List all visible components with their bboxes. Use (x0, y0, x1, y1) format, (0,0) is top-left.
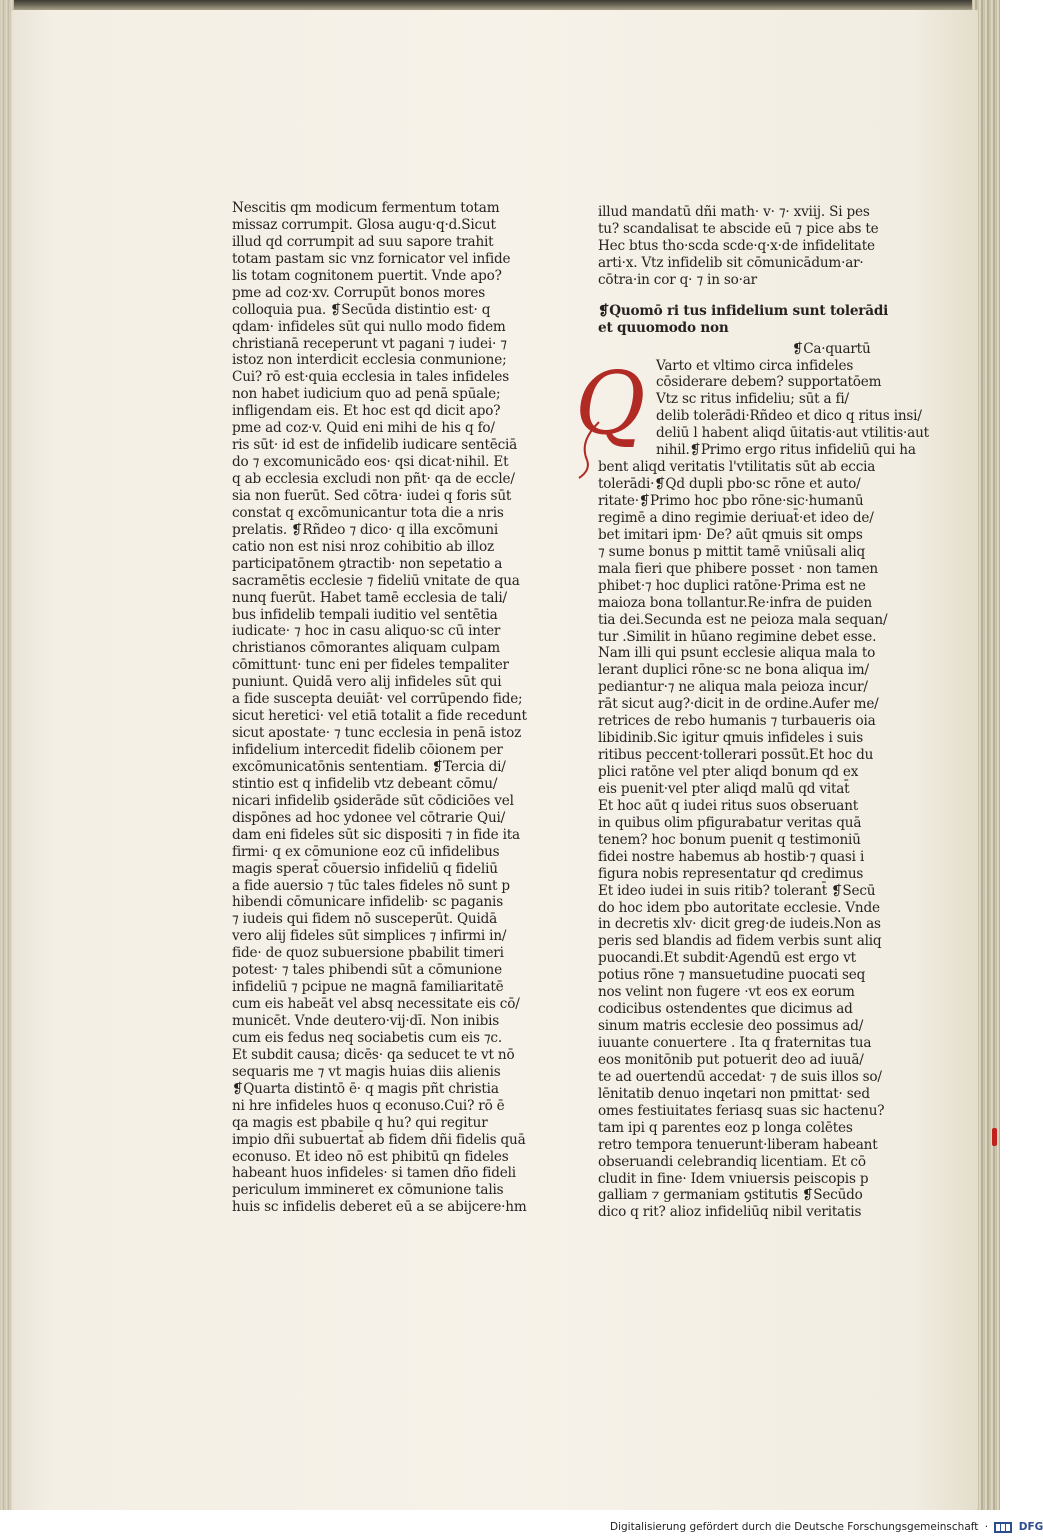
text-line: lēnitatib denuo inqetari non pmittat· sed (598, 1085, 870, 1102)
text-line: prelatis. ❡Rñdeo ⁊ dico· q illa excōmuni (232, 521, 499, 538)
text-line: fidei nostre habemus ab hostib·⁊ quasi i (598, 848, 865, 865)
text-line: periculum immineret ex cōmunione talis (232, 1182, 504, 1199)
text-line: bent aliqd veritatis l'vtilitatis sūt ab eccia (598, 459, 876, 476)
text-line: bet imitari ipm· De? aūt qmuis sit omps (598, 526, 863, 543)
text-line: totam pastam sic vnz fornicator vel infide (232, 250, 511, 267)
text-line: tur .Similit in hūano regimine debet esse. (598, 628, 877, 645)
text-line: omes festiuitates feriasq suas sic hactenu? (598, 1102, 885, 1119)
text-line: stintio est q infidelib vtz debeant cōmu/ (232, 775, 498, 792)
text-line: nos velint non fugere ·vt eos ex eorum (598, 984, 855, 1001)
text-line: magis sperat̄ cōuersio infideliū q fideliū (232, 860, 498, 877)
heading-line: ❡Quomō ri tus infidelium sunt tolerādi (598, 302, 889, 319)
text-line: eis puenit·vel pter aliqd malū qd vitat̄ (598, 780, 850, 797)
text-line: obseruandi celebrandiq licentiam. Et cō (598, 1153, 866, 1170)
text-line: maioza bona tollantur.Re·infra de puiden (598, 594, 872, 611)
text-line: nunq fuerūt. Habet tamē ecclesia de tali/ (232, 589, 507, 606)
text-line: cōsiderare debem? supportatōem (656, 374, 882, 391)
text-line: ni hre infideles huos q econuso.Cui? rō ē (232, 1097, 505, 1114)
text-line: Et hoc aūt q iudei ritus suos obseruant (598, 797, 859, 814)
text-line: lis totam cognitonem puertit. Vnde apo? (232, 267, 502, 284)
text-line: sequaris me ⁊ vt magis huias diis alienis (232, 1063, 501, 1080)
text-line: libidinib.Sic igitur qmuis infideles i suis (598, 730, 863, 747)
text-line: illud mandatū dñi math· v· ⁊· xviij. Si pes (598, 204, 870, 220)
text-line: sia non fuerūt. Sed cōtra· iudei q foris sūt (232, 487, 512, 504)
text-line: cum eis fedus neq sociabetis cum eis ⁊c. (232, 1029, 502, 1046)
text-line: infligendam eis. Et hoc est qd dicit apo? (232, 403, 501, 420)
text-line: galliam ⁊ germaniam ꝯstitutis ❡Secūdo (598, 1187, 863, 1204)
text-line: habeant huos infideles· si tamen dño fideli (232, 1165, 516, 1182)
right-column-top-text (598, 204, 890, 289)
text-line: bus infidelib tempali iuditio vel sentētia (232, 606, 498, 623)
text-line: vero alij fideles sūt simplices ⁊ infirmi in/ (232, 928, 507, 945)
text-line: Cui? rō est·quia ecclesia in tales infideles (232, 369, 510, 386)
text-line: puocandi.Et subdit·Agendū est ergo vt (598, 950, 856, 967)
text-line: infideliū ⁊ pcipue ne magnā familiaritatē (232, 979, 504, 996)
text-line: Varto et vltimo circa infideles (656, 357, 854, 374)
text-line: eos monitōnib put potuerit deo ad iuuā/ (598, 1051, 864, 1068)
text-line: retro tempora tenuerunt·liberam habeant (598, 1136, 878, 1153)
chapter-label: ❡Ca·quartū (792, 340, 871, 357)
footer-separator: · (984, 1521, 989, 1533)
text-line: cludit in fine· Idem vniuersis peiscopis p (598, 1170, 869, 1187)
text-line: ⁊ iudeis qui fidem nō susceperūt. Quidā (232, 911, 498, 928)
text-line: sacramētis ecclesie ⁊ fideliū vnitate de qua (232, 572, 520, 589)
text-line: municēt. Vnde deutero·vij·dī. Non inibis (232, 1013, 500, 1029)
text-line: dico q rit? alioz infideliūq nibil veritatis (598, 1204, 862, 1221)
text-line: dispōnes ad hoc ydonee vel cōtrarie Qui/ (232, 809, 506, 826)
text-line: nicari infidelib ꝯsiderāde sūt cōdiciōes vel (232, 792, 514, 809)
text-line: Et ideo iudei in suis ritib? tolerant̄ ❡Secū (598, 882, 876, 899)
text-line: Hec btus tho·scda scde·q·x·de infidelitate (598, 237, 875, 254)
text-line: te ad ouertendū accedat· ⁊ de suis illos so/ (598, 1068, 882, 1085)
text-line: constat q excōmunicantur tota die a nris (232, 504, 504, 521)
right-column-body-text (598, 459, 890, 1221)
text-line: a fide auersio ⁊ tūc tales fideles nō sunt p (232, 877, 510, 894)
text-line: non habet iudicium quo ad penā spūale; (232, 386, 501, 403)
dfg-logo-icon (994, 1522, 1012, 1533)
text-line: codicibus ostendentes que dicimus ad (598, 1001, 853, 1018)
text-line: tam ipi q parentes eoz p longa colētes (598, 1119, 853, 1136)
text-line: Et subdit causa; dicēs· qa seducet te vt nō (232, 1046, 515, 1063)
initial-flourish-decoration (577, 420, 607, 480)
text-line: figura nobis representatur qd credimus (598, 865, 864, 882)
text-line: peris sed blandis ad fidem verbis sunt aliq (598, 933, 882, 950)
text-line: cōtra·in cor q· ⁊ in so·ar (598, 271, 757, 288)
text-line: lerant duplici rōne·sc ne bona aliqua im/ (598, 662, 869, 679)
text-line: deliū l habent aliqd ūitatis·aut vtilitis·aut (656, 425, 929, 442)
text-line: excōmunicatōnis sententiam. ❡Tercia di/ (232, 758, 506, 775)
text-line: christianā receperunt vt pagani ⁊ iudei· ⁊ (232, 335, 507, 352)
text-line: ritate·❡Primo hoc pbo rōne·sic·humanū (598, 493, 864, 509)
text-line: nihil.❡Primo ergo ritus infideliū qui ha (656, 442, 916, 459)
text-line: ❡Quarta distintō ē· q magis pñt christia (232, 1080, 499, 1097)
red-bookmark-ribbon (992, 1128, 997, 1146)
text-line: cum eis habeāt vel absq necessitate eis cō/ (232, 996, 520, 1013)
footer-text: Digitalisierung gefördert durch die Deutsche Forschungsgemeinschaft (610, 1521, 979, 1533)
text-line: colloquia pua. ❡Secūda distintio est· q (232, 301, 491, 318)
text-line: pme ad coz·xv. Corrupūt bonos mores (232, 284, 486, 301)
text-line: plici ratōne vel pter aliqd bonum qd ex (598, 764, 859, 780)
text-line: potius rōne ⁊ mansuetudine puocati seq (598, 967, 866, 984)
text-line: illud qd corrumpit ad suu sapore trahit (232, 233, 494, 250)
text-line: impio dñi subuertat̄ ab fidem dñi fidelis quā (232, 1131, 526, 1148)
text-line: istoz non interdicit ecclesia conmunione; (232, 352, 507, 369)
text-line: tu? scandalisat te abscide eū ⁊ pice abs te (598, 220, 879, 237)
text-line: huis sc infidelis deberet eū a se abijcere·hm (232, 1199, 527, 1216)
text-line: iudicate· ⁊ hoc in casu aliquo·sc cū inter (232, 623, 501, 640)
text-line: sicut apostate· ⁊ tunc ecclesia in penā istoz (232, 725, 522, 742)
text-line: pme ad coz·v. Quid eni mihi de his q fo/ (232, 420, 495, 437)
text-line: Nam illi qui psunt ecclesie aliqua mala to (598, 645, 876, 662)
text-line: missaz corrumpit. Glosa augu·q·d.Sicut (232, 216, 496, 233)
text-line: catio non est nisi nroz cohibitio ab illoz (232, 538, 494, 555)
chapter-heading (598, 303, 890, 337)
text-line: hibendi cōmunicare infidelib· sc paganis (232, 894, 503, 911)
heading-line: et quuomodo non (598, 319, 729, 336)
text-line: infidelium intercedit fidelib cōionem per (232, 742, 503, 758)
text-line: in decretis xlv· dicit greg·de iudeis.Non as (598, 916, 881, 933)
text-line: tia dei.Secunda est ne peioza mala sequan/ (598, 611, 888, 628)
text-line: rāt sicut aug?·dicit in de ordine.Aufer me/ (598, 696, 879, 713)
text-line: delib tolerādi·Rñdeo et dico q ritus insi/ (656, 408, 922, 425)
text-line: dam eni fideles sūt sic dispositi ⁊ in fide ita (232, 826, 520, 843)
text-line: Vtz sc ritus infideliu; sūt a fi/ (656, 391, 849, 408)
text-line: do ⁊ excomunicādo eos· qsi dicat·nihil. Et (232, 454, 509, 471)
text-line: tenem? hoc bonum puenit q testimoniū (598, 831, 861, 848)
text-line: sicut heretici· vel etiā totalit a fide recedunt (232, 708, 527, 725)
rubricated-initial: Q (575, 354, 646, 454)
text-line: cōmittunt· tunc eni per fideles tempaliter (232, 657, 509, 674)
text-line: ris sūt· id est de infidelib iudicare sentēciā (232, 437, 518, 454)
text-line: mala fieri que phibere posset · non tamen (598, 560, 878, 577)
text-line: in quibus olim pfigurabatur veritas quā (598, 814, 862, 831)
text-line: potest· ⁊ tales phibendi sūt a cōmunione (232, 962, 502, 979)
text-line: qa magis est pbabile q hu? qui regitur (232, 1114, 488, 1131)
text-line: a fide suscepta deuiāt· vel corrūpendo fide; (232, 691, 523, 708)
text-line: Nescitis qm modicum fermentum totam (232, 200, 500, 216)
dfg-logo-text: DFG (1018, 1521, 1043, 1533)
left-text-column (232, 200, 527, 1216)
text-line: christianos cōmorantes aliquam culpam (232, 640, 500, 657)
text-line: retrices de rebo humanis ⁊ turbaueris oia (598, 713, 876, 730)
text-line: fide· de quoz subuersione pbabilit timeri (232, 945, 504, 962)
funding-footer (610, 1521, 1043, 1537)
text-line: firmi· q ex cōmunione eoz cū infidelibus (232, 843, 500, 860)
text-line: regimē a dino regimie deriuat̄·et ideo de/ (598, 509, 874, 526)
text-line: puniunt. Quidā vero alij infideles sūt qui (232, 674, 502, 691)
text-line: econuso. Et ideo nō est phibitū qn fideles (232, 1148, 509, 1165)
text-line: sinum matris ecclesie deo possimus ad/ (598, 1018, 864, 1035)
text-line: pediantur·⁊ ne aliqua mala peioza incur/ (598, 679, 868, 696)
text-line: arti·x. Vtz infidelib sit cōmunicādum·ar· (598, 254, 864, 271)
text-line: tolerādi·❡Qd dupli pbo·sc rōne et auto/ (598, 476, 861, 493)
text-line: q ab ecclesia excludi non pñt· qa de eccle/ (232, 471, 515, 487)
text-line: participatōnem ꝯtractib· non sepetatio a (232, 555, 503, 572)
text-line: do hoc idem pbo autoritate ecclesie. Vnde (598, 899, 880, 916)
text-line: qdam· infideles sūt qui nullo modo fidem (232, 318, 506, 335)
text-line: phibet·⁊ hoc duplici ratōne·Prima est ne (598, 577, 866, 594)
text-line: ⁊ sume bonus p mittit tamē vniūsali aliq (598, 543, 866, 560)
text-line: ritibus peccent·tollerari possūt.Et hoc du (598, 747, 874, 764)
text-line: iuuante conuertere . Ita q fraternitas tua (598, 1035, 872, 1051)
